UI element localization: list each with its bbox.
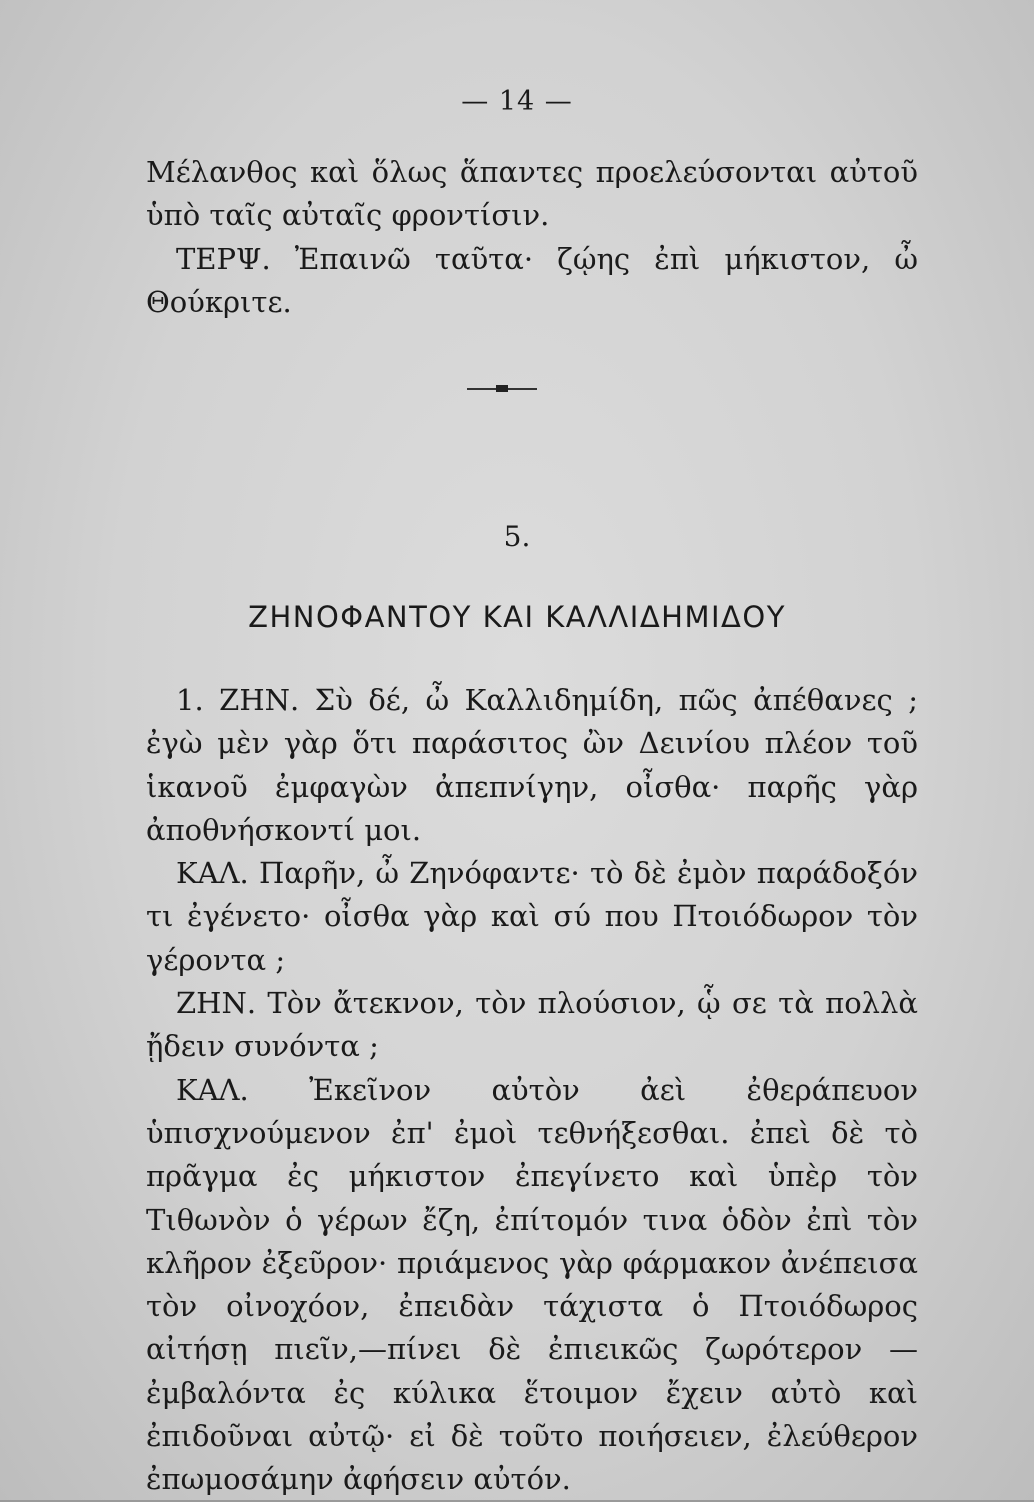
section-title: ΖΗΝΟΦΑΝΤΟΥ ΚΑΙ ΚΑΛΛΙΔΗΜΙΔΟΥ	[248, 600, 786, 634]
section-number: 5.	[503, 520, 531, 553]
dialogue-paragraph: 1. ΖΗΝ. Σὺ δέ, ὦ Καλλιδημίδη, πῶς ἀπέθανες ; ἐγὼ μὲν γὰρ ὅτι παράσιτος ὢν Δεινίου πλέον τοῦ ἱκανοῦ ἐμφαγὼν ἀπεπνίγην, οἶσθα· παρῆς γὰρ ἀποθνήσκοντί μοι.	[146, 683, 918, 847]
continued-text	[146, 151, 918, 324]
dialogue-text	[146, 679, 918, 1502]
dialogue-paragraph: ΚΑΛ. Ἐκεῖνον αὐτὸν ἀεὶ ἐθεράπευον ὑπισχνούμενον ἐπ' ἐμοὶ τεθνήξεσθαι. ἐπεὶ δὲ τὸ πρᾶγμα ἐς μήκιστον ἐπεγίνετο καὶ ὑπὲρ τὸν Τιθωνὸν ὁ γέρων ἔζη, ἐπίτομόν τινα ὁδὸν ἐπὶ τὸν κλῆρον ἐξεῦρον· πριάμενος γὰρ φάρμακον ἀνέπεισα τὸν οἰνοχόον, ἐπειδὰν τάχιστα ὁ Πτοιόδωρος αἰτήσῃ πιεῖν,—πίνει δὲ ἐπιεικῶς ζωρότερον — ἐμβαλόντα ἐς κύλικα ἕτοιμον ἔχειν αὐτὸ καὶ ἐπιδοῦναι αὐτῷ· εἰ δὲ τοῦτο ποιήσειεν, ἐλεύθερον ἐπωμοσάμην ἀφήσειν αὐτόν.	[146, 1072, 918, 1497]
section-divider-ornament	[496, 385, 508, 392]
paragraph: ΤΕΡΨ. Ἐπαινῶ ταῦτα· ζῴης ἐπὶ μήκιστον, ὦ Θούκριτε.	[146, 241, 918, 319]
page-number: — 14 —	[461, 86, 573, 117]
paragraph: Μέλανθος καὶ ὅλως ἅπαντες προελεύσονται αὐτοῦ ὑπὸ ταῖς αὐταῖς φροντίσιν.	[146, 155, 918, 233]
dialogue-paragraph: ΚΑΛ. Παρῆν, ὦ Ζηνόφαντε· τὸ δὲ ἐμὸν παράδοξόν τι ἐγένετο· οἶσθα γὰρ καὶ σύ που Πτοιόδωρον τὸν γέροντα ;	[146, 856, 918, 977]
dialogue-paragraph: ΖΗΝ. Τὸν ἄτεκνον, τὸν πλούσιον, ᾧ σε τὰ πολλὰ ᾔδειν συνόντα ;	[146, 986, 918, 1064]
